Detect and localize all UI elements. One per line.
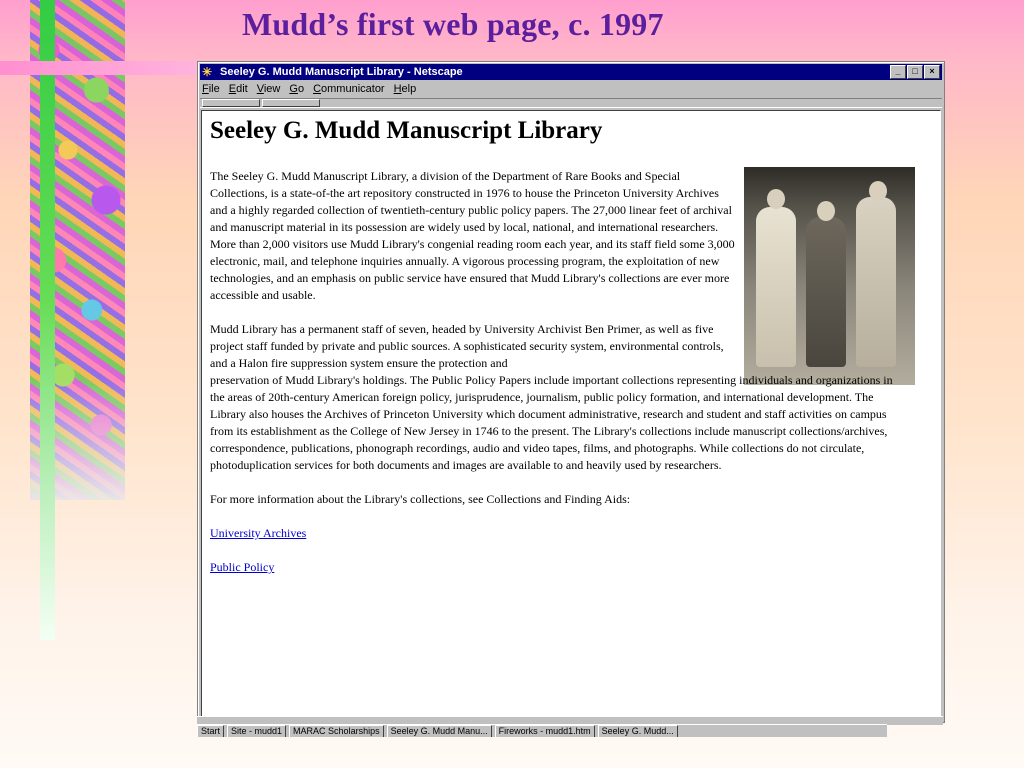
menu-file[interactable]: File xyxy=(202,83,220,95)
paragraph-more-info: For more information about the Library's collections, see Collections and Finding Aids: xyxy=(210,492,631,506)
page-body xyxy=(210,168,910,576)
windows-taskbar xyxy=(197,724,887,737)
link-university-archives[interactable]: University Archives xyxy=(210,526,307,540)
page-viewport xyxy=(201,110,941,718)
taskbar-item[interactable]: Seeley G. Mudd... xyxy=(598,725,678,737)
window-titlebar[interactable] xyxy=(200,64,942,80)
taskbar-item[interactable]: Site - mudd1 xyxy=(227,725,286,737)
taskbar-item[interactable]: MARAC Scholarships xyxy=(289,725,384,737)
paragraph-intro: The Seeley G. Mudd Manuscript Library, a division of the Department of Rare Books and Special Collections, is a state-of-the art repository constructed in 1976 to house the Princeton University Archives and a highly regarded collection of twentieth-century public policy papers. The 27,000 linear feet of archival and manuscript material in its possession are widely used by local, national, and international researchers. More than 2,000 visitors use Mudd Library's congenial reading room each year, and its staff field some 3,000 electronic, mail, and telephone inquiries annually. A vigorous processing program, the exploitation of new technologies, and an emphasis on public service have ensured that Mudd Library's collections are ever more accessible and usable. xyxy=(210,169,735,302)
paragraph-staff-top: Mudd Library has a permanent staff of seven, headed by University Archivist Ben Primer, as well as five project staff funded by private and public sources. A sophisticated security system, environmental controls, and a Halon fire suppression system ensure the protection and xyxy=(210,322,724,370)
toolbar-grip-location[interactable] xyxy=(262,99,320,107)
menu-bar xyxy=(202,81,416,97)
browser-window xyxy=(197,61,945,723)
link-public-policy[interactable]: Public Policy xyxy=(210,560,275,574)
taskbar-item[interactable]: Fireworks - mudd1.htm xyxy=(495,725,595,737)
menu-go[interactable]: Go xyxy=(289,83,305,95)
menu-help[interactable]: Help xyxy=(393,83,417,95)
slide-title: Mudd’s first web page, c. 1997 xyxy=(242,6,664,42)
start-button[interactable]: Start xyxy=(197,725,224,737)
page-heading: Seeley G. Mudd Manuscript Library xyxy=(210,117,603,144)
menu-view[interactable]: View xyxy=(256,83,281,95)
netscape-icon: ✳ xyxy=(202,65,213,79)
maximize-button[interactable]: □ xyxy=(907,65,923,79)
minimize-button[interactable]: _ xyxy=(890,65,906,79)
window-title: Seeley G. Mudd Manuscript Library - Netscape xyxy=(220,66,463,78)
decorative-green-bar xyxy=(40,0,55,640)
collapsed-toolbars xyxy=(200,98,942,108)
toolbar-grip-navigation[interactable] xyxy=(202,99,260,107)
window-controls xyxy=(890,65,940,79)
paragraph-staff-bottom: preservation of Mudd Library's holdings. The Public Policy Papers include important collections representing individuals and organizations in the areas of 20th-century American foreign policy, jurisprudence, journalism, public policy formation, and international development. The Library also houses the Archives of Princeton University which document administrative, research and student and staff activities on campus from its establishment as the College of New Jersey in 1746 to the present. The Library's collections include manuscript collections/archives, correspondence, publications, phonograph recordings, audio and video tapes, films, and photographs. While collections do not circulate, photoduplication services for both documents and images are available to and heavily used by researchers. xyxy=(210,373,893,472)
menu-communicator[interactable]: Communicator xyxy=(313,83,385,95)
decorative-pink-bar xyxy=(0,61,196,75)
taskbar-item[interactable]: Seeley G. Mudd Manu... xyxy=(387,725,492,737)
close-button[interactable]: × xyxy=(924,65,940,79)
menu-edit[interactable]: Edit xyxy=(228,83,248,95)
